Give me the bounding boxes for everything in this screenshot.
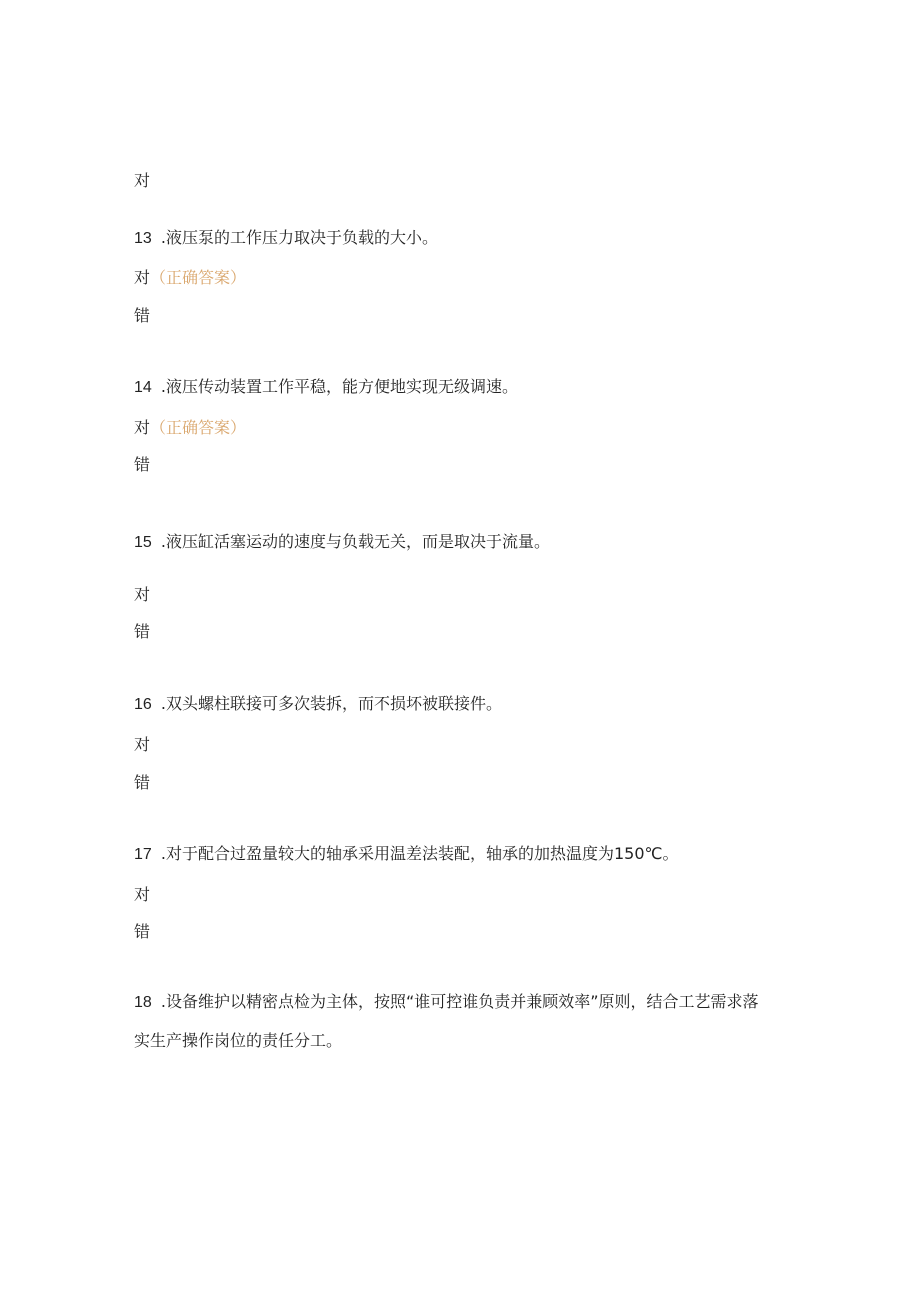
question-text: 对于配合过盈量较大的轴承采用温差法装配，轴承的加热温度为150℃。 bbox=[165, 844, 679, 863]
question-17 bbox=[134, 844, 678, 865]
q14-option-false[interactable] bbox=[134, 455, 150, 475]
question-13 bbox=[134, 228, 438, 249]
question-number: 15 bbox=[134, 534, 152, 551]
q16-option-true[interactable] bbox=[134, 735, 150, 755]
q17-option-false[interactable] bbox=[134, 922, 150, 942]
question-number: 17 bbox=[134, 846, 152, 863]
question-separator: . bbox=[155, 532, 166, 551]
correct-answer-marker: （正确答案） bbox=[150, 268, 247, 287]
option-label: 对 bbox=[134, 585, 151, 604]
option-label: 错 bbox=[134, 622, 151, 641]
question-separator: . bbox=[155, 377, 166, 396]
q13-option-true[interactable] bbox=[134, 268, 246, 288]
option-label: 错 bbox=[134, 773, 151, 792]
option-label: 错 bbox=[134, 455, 151, 474]
question-14 bbox=[134, 377, 518, 398]
question-number: 13 bbox=[134, 230, 152, 247]
question-separator: . bbox=[155, 228, 166, 247]
option-label: 对 bbox=[134, 735, 151, 754]
question-separator: . bbox=[155, 992, 166, 1011]
prev-question-option-true[interactable] bbox=[134, 171, 150, 191]
q17-option-true[interactable] bbox=[134, 885, 150, 905]
question-text: 液压泵的工作压力取决于负载的大小。 bbox=[165, 228, 438, 247]
option-label: 错 bbox=[134, 306, 151, 325]
question-18 bbox=[134, 983, 774, 1060]
question-separator: . bbox=[155, 694, 166, 713]
question-number: 18 bbox=[134, 994, 152, 1011]
question-16 bbox=[134, 694, 502, 715]
question-text: 双头螺柱联接可多次装拆，而不损坏被联接件。 bbox=[165, 694, 502, 713]
question-text: 设备维护以精密点检为主体，按照“谁可控谁负责并兼顾效率”原则，结合工艺需求落实生产操作岗位的责任分工。 bbox=[134, 992, 759, 1050]
option-label: 对 bbox=[134, 885, 151, 904]
q14-option-true[interactable] bbox=[134, 418, 246, 438]
question-separator: . bbox=[155, 844, 166, 863]
q15-option-true[interactable] bbox=[134, 585, 150, 605]
q16-option-false[interactable] bbox=[134, 773, 150, 793]
option-label: 对 bbox=[134, 268, 151, 287]
question-15 bbox=[134, 532, 550, 553]
q15-option-false[interactable] bbox=[134, 622, 150, 642]
correct-answer-marker: （正确答案） bbox=[150, 418, 247, 437]
question-text: 液压缸活塞运动的速度与负载无关，而是取决于流量。 bbox=[165, 532, 550, 551]
q13-option-false[interactable] bbox=[134, 306, 150, 326]
question-number: 16 bbox=[134, 696, 152, 713]
question-number: 14 bbox=[134, 379, 152, 396]
question-text: 液压传动装置工作平稳，能方便地实现无级调速。 bbox=[165, 377, 518, 396]
option-label: 对 bbox=[134, 171, 151, 190]
option-label: 错 bbox=[134, 922, 151, 941]
option-label: 对 bbox=[134, 418, 151, 437]
